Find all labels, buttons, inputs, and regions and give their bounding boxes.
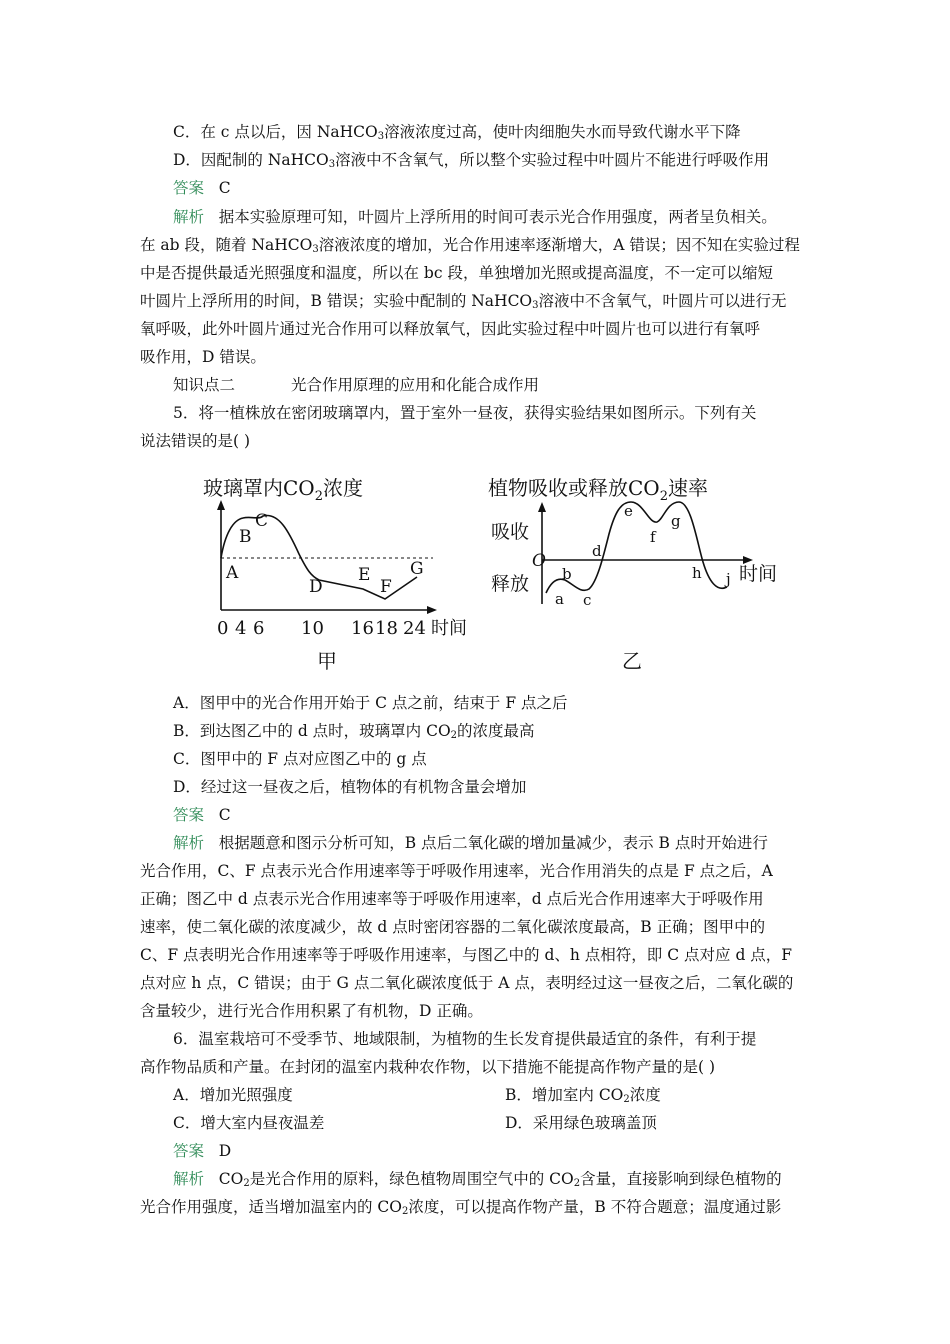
q5-explanation-line: 含量较少，进行光合作用积累了有机物，D 正确。 bbox=[140, 1002, 483, 1020]
q5-stem: 5．将一植株放在密闭玻璃罩内，置于室外一昼夜，获得实验结果如图所示。下列有关 bbox=[173, 404, 757, 422]
fig-jia-caption: 甲 bbox=[317, 649, 337, 673]
fig-jia-point-f: F bbox=[380, 577, 392, 597]
fig-yi-point-g: g bbox=[671, 512, 681, 530]
q5-stem: 说法错误的是( ) bbox=[140, 432, 251, 450]
fig-jia-x-tick: 24 bbox=[403, 618, 426, 639]
figure-jia bbox=[195, 462, 485, 682]
q6-option-b: B．增加室内 $CO_2$浓度 bbox=[505, 1086, 661, 1105]
q4-explanation-line: 叶圆片上浮所用的时间，B 错误；实验中配制的 NaHCO$_3$溶液中不含氧气，叶圆片可以进行无 bbox=[140, 292, 787, 311]
q5-option-b: B．到达图乙中的 d 点时，玻璃罩内 $CO_2$的浓度最高 bbox=[173, 722, 535, 741]
q5-explanation-line: 速率，使二氧化碳的浓度减少，故 d 点时密闭容器的二氧化碳浓度最高，B 正确；图甲中的 bbox=[140, 918, 766, 936]
fig-yi-point-f: f bbox=[650, 528, 656, 546]
q6-explanation-line: 解析 $CO_2$是光合作用的原料，绿色植物周围空气中的 $CO_2$含量，直接影响到绿色植物的 bbox=[173, 1170, 782, 1189]
section-heading: 知识点二 光合作用原理的应用和化能合成作用 bbox=[173, 376, 540, 394]
fig-yi-origin: O bbox=[532, 551, 546, 571]
q5-explanation-line: 光合作用，C、F 点表示光合作用速率等于呼吸作用速率，光合作用消失的点是 F 点之后，A bbox=[140, 862, 773, 880]
fig-jia-point-g: G bbox=[410, 559, 424, 579]
q4-answer: 答案 C bbox=[173, 179, 231, 197]
fig-yi-title: 植物吸收或释放$CO_2$速率 bbox=[488, 476, 708, 504]
q5-option-c: C．图甲中的 F 点对应图乙中的 g 点 bbox=[173, 750, 427, 768]
q4-explanation-line: 吸作用，D 错误。 bbox=[140, 348, 266, 366]
q6-option-d: D．采用绿色玻璃盖顶 bbox=[505, 1114, 657, 1132]
fig-jia-x-tick: 16 bbox=[351, 618, 374, 639]
q5-answer: 答案 C bbox=[173, 806, 231, 824]
fig-jia-title: 玻璃罩内$CO_2$浓度 bbox=[203, 476, 363, 504]
q4-option-d: D．因配制的 NaHCO$_3$溶液中不含氧气，所以整个实验过程中叶圆片不能进行呼吸作用 bbox=[173, 151, 770, 170]
arrow-icon bbox=[427, 606, 437, 614]
q5-option-d: D．经过这一昼夜之后，植物体的有机物含量会增加 bbox=[173, 778, 527, 796]
fig-jia-x-label: 时间 bbox=[431, 618, 467, 639]
fig-jia-point-b: B bbox=[239, 527, 252, 547]
q6-explanation-line: 光合作用强度，适当增加温室内的 $CO_2$浓度，可以提高作物产量，B 不符合题意；温度通过影 bbox=[140, 1198, 782, 1217]
fig-yi-point-e: e bbox=[624, 502, 633, 520]
fig-jia-point-d: D bbox=[309, 577, 323, 597]
q6-stem: 高作物品质和产量。在封闭的温室内栽种农作物，以下措施不能提高作物产量的是( ) bbox=[140, 1058, 716, 1076]
q4-explanation-line: 解析 据本实验原理可知，叶圆片上浮所用的时间可表示光合作用强度，两者呈负相关。 bbox=[173, 208, 777, 226]
fig-yi-point-b: b bbox=[562, 565, 572, 583]
fig-jia-x-tick: 0 bbox=[217, 618, 229, 639]
fig-yi-point-c: c bbox=[583, 591, 592, 609]
fig-yi-point-j: j bbox=[726, 570, 731, 588]
fig-jia-point-e: E bbox=[358, 565, 371, 585]
q4-explanation-line: 氧呼吸，此外叶圆片通过光合作用可以释放氧气，因此实验过程中叶圆片也可以进行有氧呼 bbox=[140, 320, 761, 338]
arrow-icon bbox=[538, 502, 546, 512]
q4-explanation-line: 中是否提供最适光照强度和温度，所以在 bc 段，单独增加光照或提高温度，不一定可以缩短 bbox=[140, 264, 773, 282]
q4-explanation-line: 在 ab 段，随着 NaHCO$_3$溶液浓度的增加，光合作用速率逐渐增大，A 错误；因不知在实验过程 bbox=[140, 236, 800, 255]
fig-yi-point-d: d bbox=[592, 542, 602, 560]
q5-explanation-line: 点对应 h 点，C 错误；由于 G 点二氧化碳浓度低于 A 点，表明经过这一昼夜之后，二氧化碳的 bbox=[140, 974, 794, 992]
fig-jia-x-tick: 4 bbox=[235, 618, 247, 639]
fig-jia-x-tick: 10 bbox=[301, 618, 324, 639]
q6-answer: 答案 D bbox=[173, 1142, 232, 1160]
q5-explanation-line: 正确；图乙中 d 点表示光合作用速率等于呼吸作用速率，d 点后光合作用速率大于呼吸作用 bbox=[140, 890, 764, 908]
fig-yi-point-h: h bbox=[692, 564, 702, 582]
arrow-icon bbox=[217, 500, 225, 510]
fig-yi-point-a: a bbox=[555, 590, 564, 608]
fig-jia-x-tick: 18 bbox=[375, 618, 398, 639]
q6-option-a: A．增加光照强度 bbox=[173, 1086, 293, 1104]
q6-stem: 6．温室栽培可不受季节、地域限制，为植物的生长发育提供最适宜的条件，有利于提 bbox=[173, 1030, 757, 1048]
q6-option-c: C．增大室内昼夜温差 bbox=[173, 1114, 325, 1132]
fig-yi-caption: 乙 bbox=[622, 649, 642, 673]
q5-explanation-line: C、F 点表明光合作用速率等于呼吸作用速率，与图乙中的 d、h 点相符，即 C 点对应 d 点，F bbox=[140, 946, 793, 964]
fig-jia-point-c: C bbox=[255, 511, 269, 531]
q4-option-c: C．在 c 点以后，因 NaHCO$_3$溶液浓度过高，使叶肉细胞失水而导致代谢水平下降 bbox=[173, 123, 741, 142]
q5-option-a: A．图甲中的光合作用开始于 C 点之前，结束于 F 点之后 bbox=[173, 694, 568, 712]
figure-yi bbox=[485, 462, 800, 682]
fig-yi-absorb-label: 吸收 bbox=[491, 521, 530, 543]
fig-yi-release-label: 释放 bbox=[491, 573, 530, 595]
q5-explanation-line: 解析 根据题意和图示分析可知，B 点后二氧化碳的增加量减少，表示 B 点时开始进行 bbox=[173, 834, 768, 852]
fig-jia-point-a: A bbox=[226, 563, 239, 583]
fig-jia-x-tick: 6 bbox=[253, 618, 265, 639]
fig-yi-x-label: 时间 bbox=[739, 563, 778, 585]
